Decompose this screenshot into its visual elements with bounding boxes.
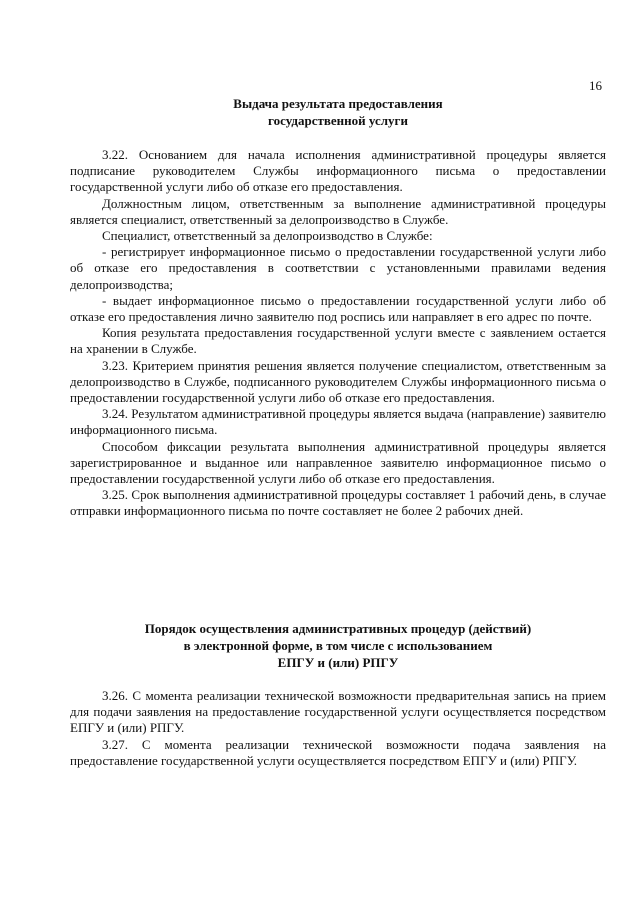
paragraph: 3.25. Срок выполнения административной процедуры составляет 1 рабочий день, в случае отправки информационного письма по почте составляет не более 2 рабочих дней. <box>70 487 606 519</box>
paragraph: 3.27. С момента реализации технической возможности подача заявления на предоставление государственной услуги осуществляется посредством ЕПГУ и (или) РПГУ. <box>70 736 606 768</box>
paragraph: - регистрирует информационное письмо о предоставлении государственной услуги либо об отказе его предоставления в соответствии с установленными правилами ведения делопроизводства; <box>70 244 606 292</box>
heading-line: Порядок осуществления административных процедур (действий) <box>144 621 532 636</box>
section-heading-issuance <box>70 95 606 129</box>
paragraph: 3.22. Основанием для начала исполнения административной процедуры является подписание руководителем Службы информационного письма о предоставлении государственной услуги либо об отказе его предоставления. <box>70 147 606 195</box>
heading-line: государственной услуги <box>268 113 408 128</box>
heading-line: Выдача результата предоставления <box>233 96 443 111</box>
paragraph: Копия результата предоставления государственной услуги вместе с заявлением остается на хранении в Службе. <box>70 325 606 357</box>
paragraph: Специалист, ответственный за делопроизводство в Службе: <box>102 228 433 244</box>
paragraph: Способом фиксации результата выполнения административной процедуры является зарегистрированное и выданное или направленное заявителю информационное письмо о предоставлении государственной услуги либо об отказе его предоставления. <box>70 438 606 487</box>
paragraph: 3.24. Результатом административной процедуры является выдача (направление) заявителю информационного письма. <box>70 406 606 438</box>
section-body-electronic <box>70 688 606 769</box>
heading-line: ЕПГУ и (или) РПГУ <box>277 655 399 670</box>
page-number: 16 <box>589 78 602 93</box>
paragraph: - выдает информационное письмо о предоставлении государственной услуги либо об отказе его предоставления лично заявителю под роспись или направляет в его адрес по почте. <box>70 292 606 325</box>
paragraph: 3.23. Критерием принятия решения является получение специалистом, ответственным за делопроизводство в Службе, подписанного руководителем Службы информационного письма о предоставлении государственной услуги либо об отказе его предоставления. <box>70 357 606 406</box>
paragraph: 3.26. С момента реализации технической возможности предварительная запись на прием для подачи заявления на предоставление государственной услуги осуществляется посредством ЕПГУ и (или) РПГУ. <box>70 688 606 736</box>
heading-line: в электронной форме, в том числе с использованием <box>183 638 493 653</box>
section-body-issuance <box>70 147 606 520</box>
paragraph: Должностным лицом, ответственным за выполнение административной процедуры является специалист, ответственный за делопроизводство в Службе. <box>70 195 606 227</box>
section-heading-electronic <box>70 620 606 671</box>
